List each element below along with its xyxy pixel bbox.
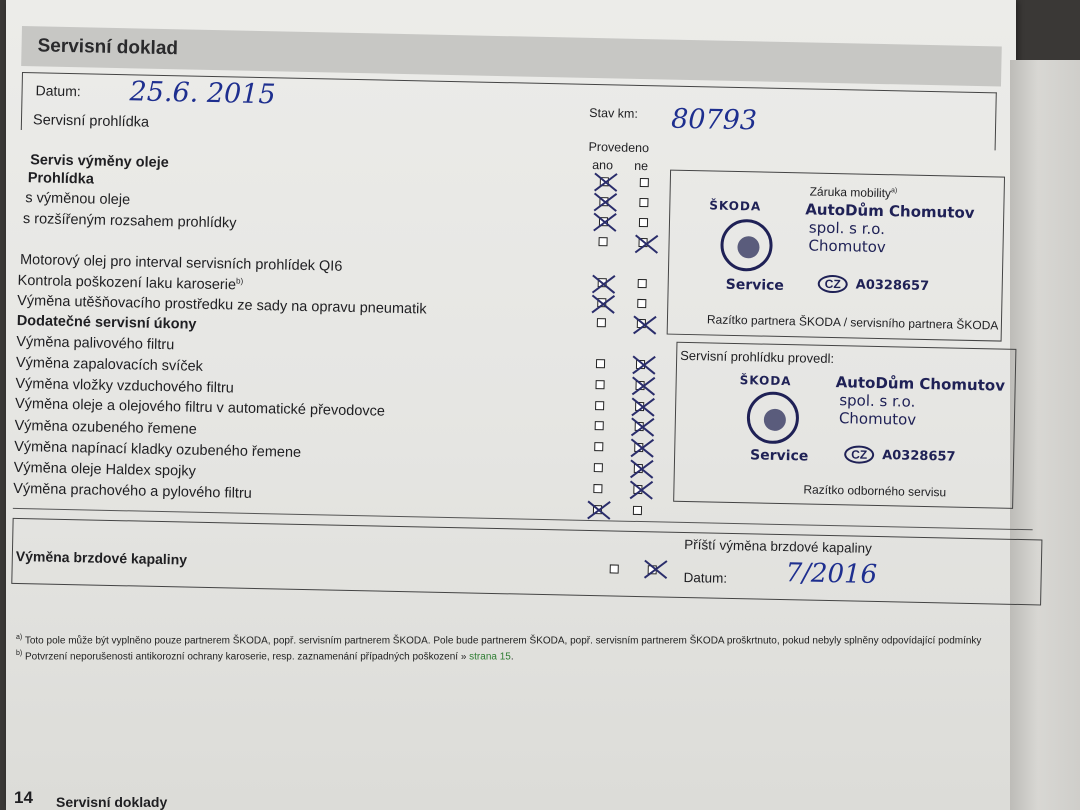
item-label: Prohlídka <box>27 170 95 188</box>
checkbox-no[interactable] <box>639 198 648 207</box>
dealer-city: Chomutov <box>838 409 917 429</box>
item-label: Výměna vložky vzduchového filtru <box>15 375 234 397</box>
footnote-a: $^{a)}$ Toto pole může být vyplněno pouze partnerem ŠKODA, popř. servisním partnerem ŠKODA. Pole bude partnerem ŠKODA, popř. servisním partnerem ŠKODA proškrtnuto, pokud nebyly splněny odpovídající podmínky <box>16 634 982 647</box>
skoda-brand: ŠKODA <box>709 198 762 214</box>
date-value: 25.6. 2015 <box>129 76 276 111</box>
handwritten-x-mark <box>629 313 659 338</box>
footnote-b: $^{b)}$ Potvrzení neporušenosti antikorozní ochrany karoserie, resp. zaznamenání případných poškození » strana 15. <box>16 650 514 663</box>
item-label: Výměna zapalovacích svíček <box>15 354 204 375</box>
checkbox-yes[interactable] <box>594 463 603 472</box>
checkbox-yes[interactable] <box>595 421 604 430</box>
page-title: Servisní doklad <box>37 35 179 60</box>
next-brake-change-label: Příští výměna brzdové kapaliny <box>684 536 872 556</box>
checkbox-yes[interactable] <box>594 442 603 451</box>
item-label: Výměna utěšňovacího prostředku ze sady na opravu pneumatik <box>17 292 427 318</box>
checkbox-yes[interactable] <box>610 564 619 573</box>
service-stamp-footer: Razítko odborného servisu <box>803 482 947 500</box>
page-number: 14 <box>14 788 33 807</box>
mobility-caption: Záruka mobility$^{a)}$ <box>809 184 898 201</box>
item-label: Dodatečné servisní úkony <box>16 312 197 333</box>
checkbox-yes[interactable] <box>595 401 604 410</box>
item-label: Výměna oleje a olejového filtru v automatické převodovce <box>14 395 386 420</box>
skoda-brand: ŠKODA <box>739 373 792 389</box>
checkbox-no[interactable] <box>639 218 648 227</box>
brake-date-label: Datum: <box>683 569 728 586</box>
handwritten-x-mark <box>583 498 613 523</box>
checkbox-yes[interactable] <box>597 318 606 327</box>
dealer-name: AutoDům Chomutov <box>835 373 1006 395</box>
page-link[interactable]: strana 15 <box>469 651 511 663</box>
page-section-name: Servisní doklady <box>56 794 168 810</box>
service-label: Service <box>725 276 785 295</box>
item-label: Motorový olej pro interval servisních prohlídek QI6 <box>19 252 343 275</box>
performed-header: Provedeno <box>588 139 650 156</box>
dealer-city: Chomutov <box>808 236 886 257</box>
item-label: Výměna ozubeného řemene <box>14 417 197 438</box>
dealer-code: A0328657 <box>881 448 956 465</box>
item-label: s rozšířeným rozsahem prohlídky <box>22 211 237 232</box>
item-label: Výměna napínací kladky ozubeného řemene <box>13 438 302 461</box>
checkbox-yes[interactable] <box>593 484 602 493</box>
handwritten-x-mark <box>625 478 655 503</box>
item-label: Kontrola poškození laku karoserie$^{b)}$ <box>17 272 244 294</box>
km-label: Stav km: <box>589 105 639 121</box>
partner-stamp-footer: Razítko partnera ŠKODA / servisního partnera ŠKODA <box>706 312 999 333</box>
service-label: Service <box>749 447 809 465</box>
handwritten-x-mark <box>587 292 617 317</box>
dealer-code: A0328657 <box>855 277 930 295</box>
date-label: Datum: <box>35 82 81 100</box>
brake-date-value: 7/2016 <box>785 558 878 591</box>
checkbox-no[interactable] <box>640 178 649 187</box>
inspection-label: Servisní prohlídka <box>32 112 150 131</box>
yes-header: ano <box>592 157 614 173</box>
item-label: s výměnou oleje <box>25 190 131 209</box>
handwritten-x-mark <box>630 232 660 257</box>
item-label: Výměna prachového a pylového filtru <box>13 480 252 502</box>
cz-badge: CZ <box>844 445 874 464</box>
dealer-name: AutoDům Chomutov <box>805 200 975 222</box>
checkbox-no[interactable] <box>638 279 647 288</box>
dealer-company: spol. s r.o. <box>839 391 916 411</box>
service-form <box>11 72 1052 633</box>
item-label: Servis výměny oleje <box>29 152 169 172</box>
no-header: ne <box>634 158 649 174</box>
dealer-company: spol. s r.o. <box>808 218 886 239</box>
item-label: Výměna oleje Haldex spojky <box>13 459 196 480</box>
km-value: 80793 <box>670 103 758 137</box>
checkbox-yes[interactable] <box>598 237 607 246</box>
checkbox-yes[interactable] <box>595 380 604 389</box>
handwritten-x-mark <box>639 557 669 582</box>
brake-fluid-label: Výměna brzdové kapaliny <box>15 547 188 568</box>
performed-by-caption: Servisní prohlídku provedl: <box>680 347 835 367</box>
checkbox-no[interactable] <box>637 299 646 308</box>
cz-badge: CZ <box>818 275 848 294</box>
item-label: Výměna palivového filtru <box>16 333 175 354</box>
handwritten-x-mark <box>589 210 619 235</box>
checkbox-no[interactable] <box>633 506 642 515</box>
checkbox-yes[interactable] <box>596 359 605 368</box>
